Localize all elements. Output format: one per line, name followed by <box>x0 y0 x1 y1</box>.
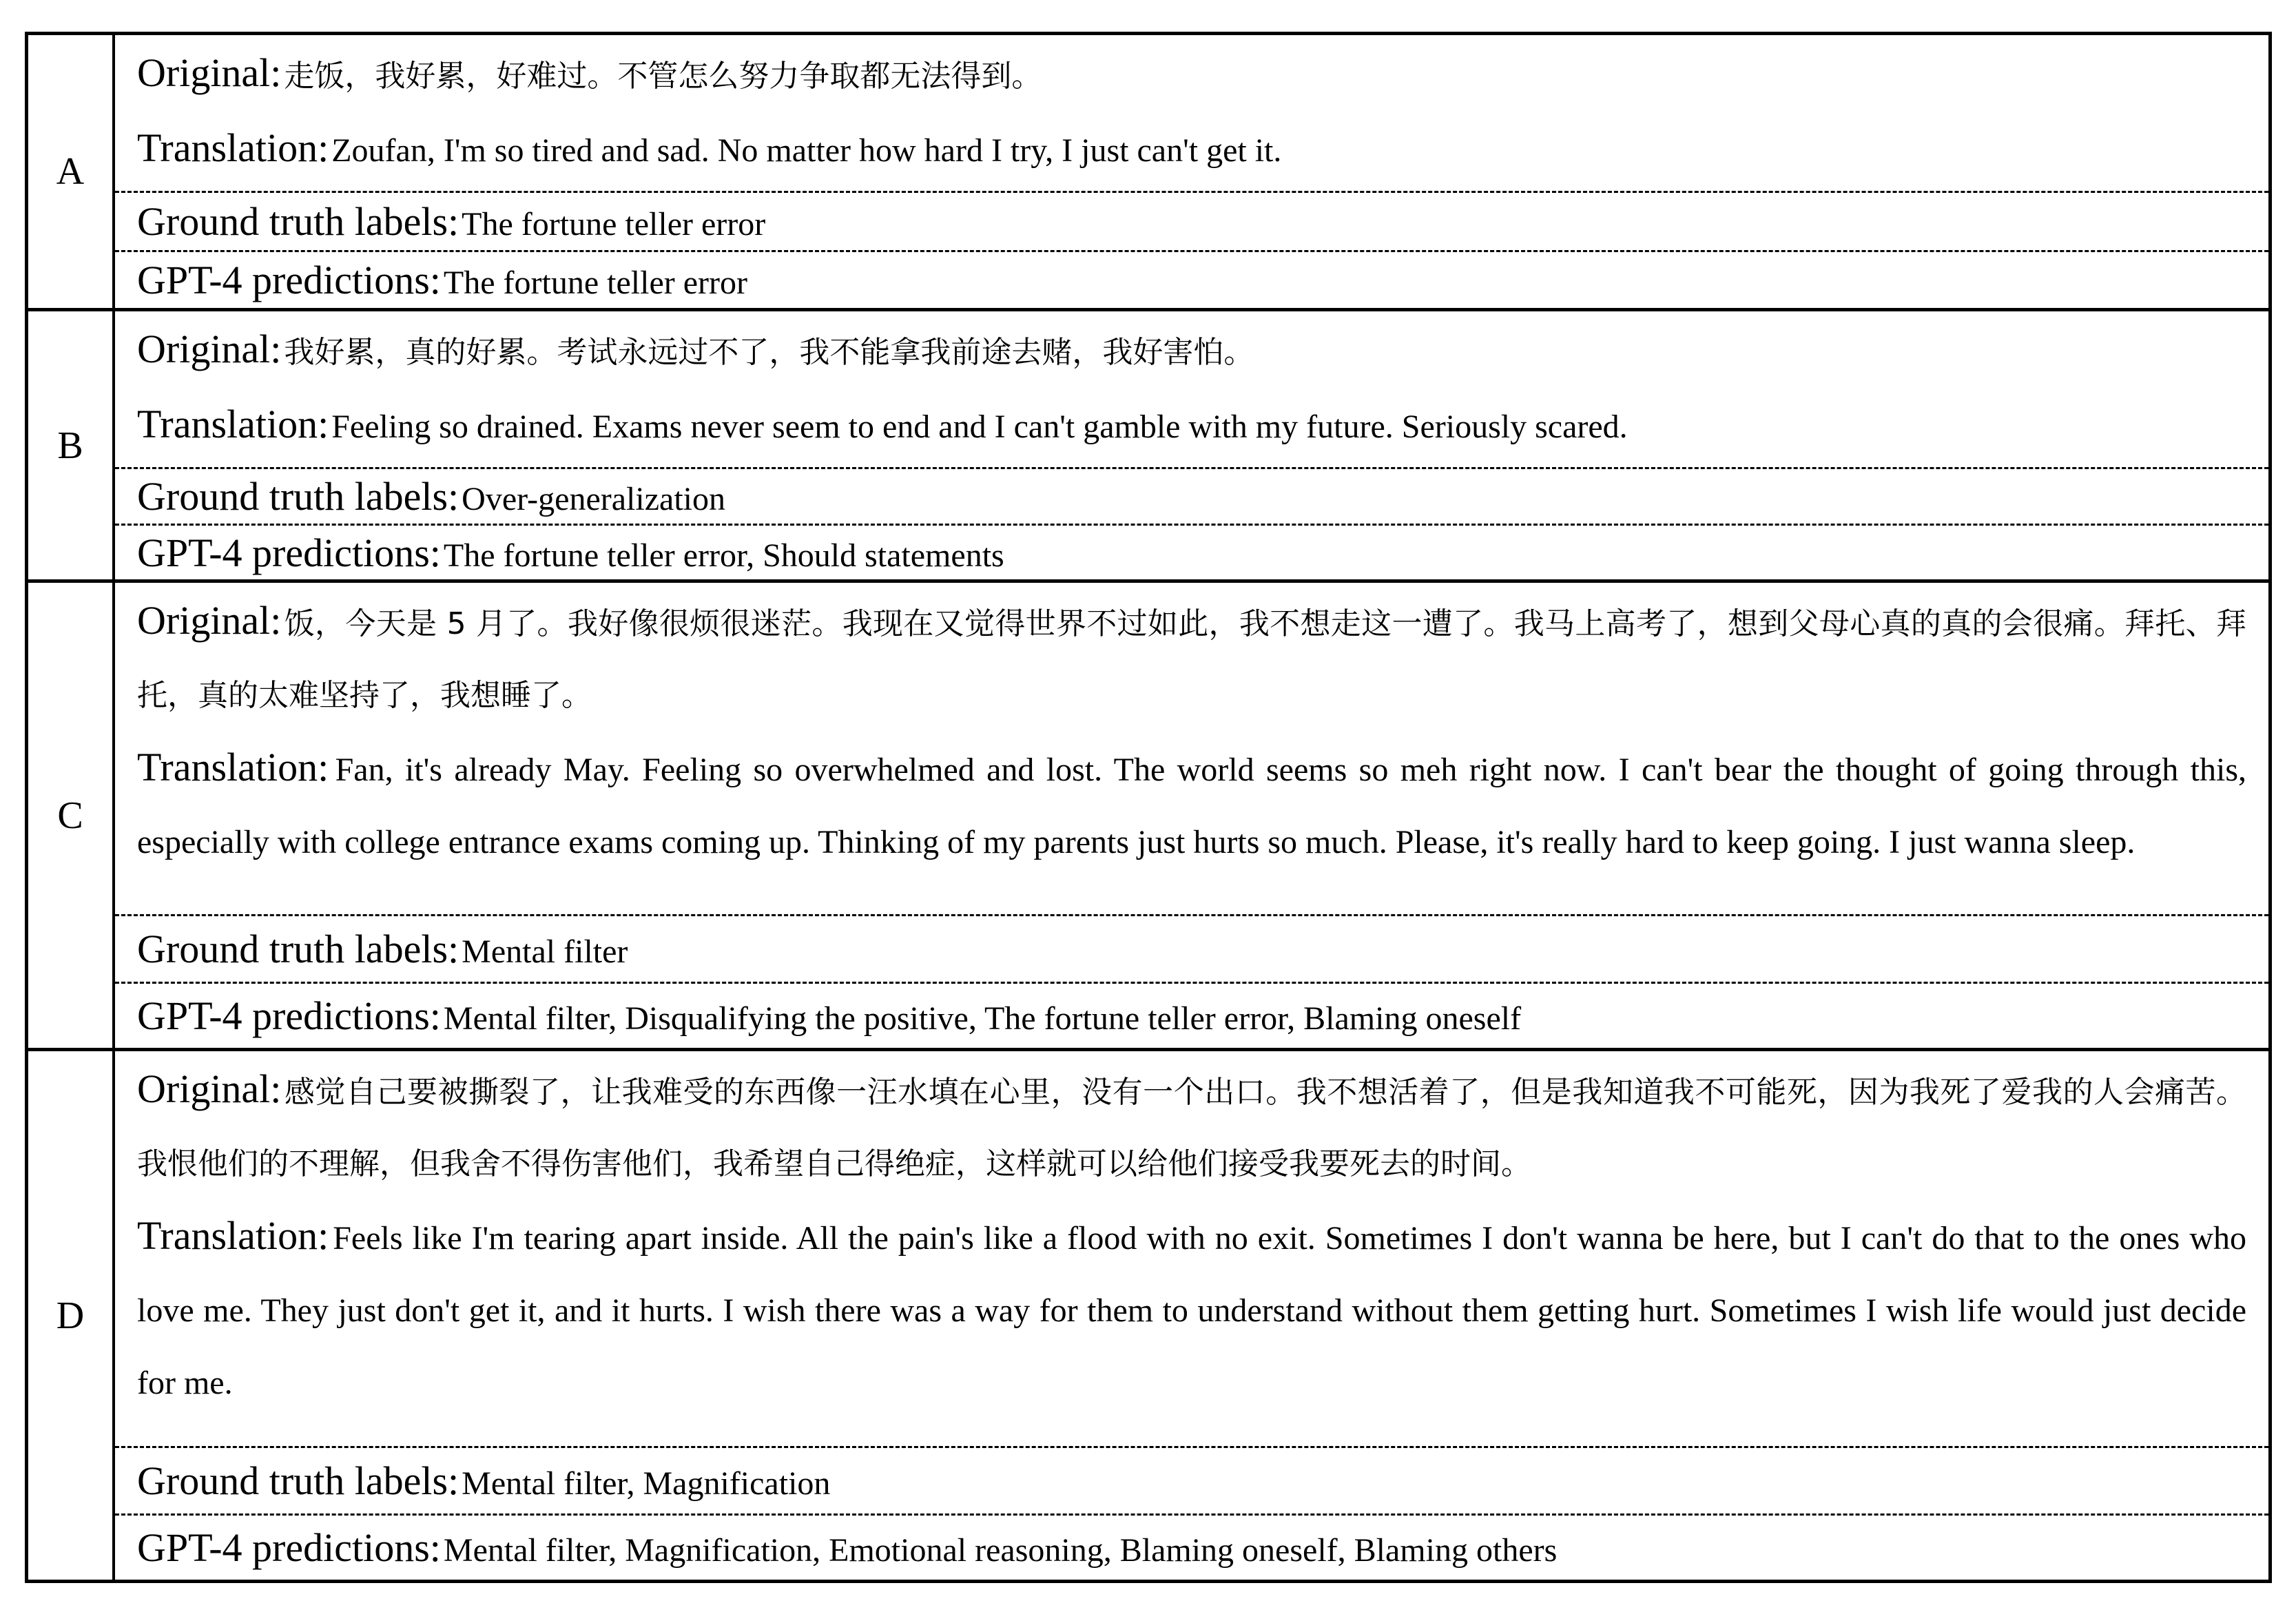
gpt4-value: The fortune teller error, Should statements <box>443 537 1004 574</box>
row-id: D <box>28 1051 115 1580</box>
row-cells <box>115 311 2268 579</box>
table-row <box>28 579 2268 1048</box>
gpt4-cell <box>115 982 2268 1048</box>
table-row <box>28 308 2268 579</box>
gpt4-value: Mental filter, Magnification, Emotional reasoning, Blaming oneself, Blaming others <box>443 1532 1558 1569</box>
row-id: B <box>28 311 115 579</box>
text-cell <box>115 1051 2268 1446</box>
ground-truth-key: Ground truth labels: <box>137 198 459 244</box>
row-id: A <box>28 35 115 308</box>
ground-truth-key: Ground truth labels: <box>137 927 459 971</box>
ground-truth-value: Mental filter <box>462 933 628 970</box>
gpt4-value: The fortune teller error <box>443 264 747 301</box>
translation-text: Feeling so drained. Exams never seem to end and I can't gamble with my future. Seriously scared. <box>331 409 1628 445</box>
original-text: 感觉自己要被撕裂了，让我难受的东西像一汪水填在心里，没有一个出口。我不想活着了，但是我知道我不可能死，因为我死了爱我的人会痛苦。我恨他们的不理解，但我舍不得伤害他们，我希望自己得绝症，这样就可以给他们接受我要死去的时间。 <box>137 1075 2247 1181</box>
ground-truth-value: Mental filter, Magnification <box>462 1465 831 1502</box>
row-id: C <box>28 583 115 1048</box>
text-cell <box>115 35 2268 191</box>
row-cells <box>115 583 2268 1048</box>
original-line <box>137 1057 2246 1203</box>
ground-truth-line <box>137 926 2246 972</box>
gpt4-key: GPT-4 predictions: <box>137 1525 441 1570</box>
translation-line <box>137 392 2246 467</box>
gpt4-key: GPT-4 predictions: <box>137 993 441 1038</box>
table-row <box>28 1048 2268 1580</box>
gpt4-cell <box>115 524 2268 579</box>
ground-truth-key: Ground truth labels: <box>137 1458 459 1503</box>
translation-key: Translation: <box>137 402 329 446</box>
original-line <box>137 588 2246 735</box>
original-key: Original: <box>137 327 282 371</box>
translation-line <box>137 735 2246 882</box>
translation-key: Translation: <box>137 745 329 789</box>
ground-truth-key: Ground truth labels: <box>137 474 459 519</box>
ground-truth-line <box>137 198 2246 245</box>
gpt4-value: Mental filter, Disqualifying the positive, The fortune teller error, Blaming oneself <box>443 1000 1522 1037</box>
original-text: 我好累，真的好累。考试永远过不了，我不能拿我前途去赌，我好害怕。 <box>284 335 1254 370</box>
translation-key: Translation: <box>137 1213 329 1258</box>
original-key: Original: <box>137 1066 282 1111</box>
translation-text: Fan, it's already May. Feeling so overwhelmed and lost. The world seems so meh right now. I can't bear the thought of going through this, especially with college entrance exams coming up. Thinking of my parents just hurts so much. Please, it's really hard to keep going. I just wanna sleep. <box>137 752 2247 860</box>
original-line <box>137 41 2246 116</box>
gpt4-line <box>137 1525 2246 1571</box>
gpt4-cell <box>115 250 2268 308</box>
gpt4-cell <box>115 1513 2268 1580</box>
row-cells <box>115 35 2268 308</box>
text-cell <box>115 311 2268 467</box>
table-row <box>28 35 2268 308</box>
text-cell <box>115 583 2268 914</box>
gpt4-line <box>137 257 2246 303</box>
translation-line <box>137 1203 2246 1423</box>
translation-text: Zoufan, I'm so tired and sad. No matter how hard I try, I just can't get it. <box>331 132 1282 169</box>
ground-truth-cell <box>115 914 2268 982</box>
gpt4-line <box>137 993 2246 1039</box>
row-cells <box>115 1051 2268 1580</box>
ground-truth-value: Over-generalization <box>462 481 725 518</box>
original-key: Original: <box>137 598 282 643</box>
original-line <box>137 317 2246 392</box>
ground-truth-value: The fortune teller error <box>462 205 766 242</box>
ground-truth-line <box>137 473 2246 519</box>
ground-truth-cell <box>115 1446 2268 1513</box>
original-key: Original: <box>137 50 282 95</box>
translation-key: Translation: <box>137 125 329 170</box>
ground-truth-line <box>137 1458 2246 1504</box>
gpt4-key: GPT-4 predictions: <box>137 257 441 302</box>
gpt4-key: GPT-4 predictions: <box>137 530 441 575</box>
translation-line <box>137 116 2246 191</box>
examples-table <box>25 32 2272 1583</box>
original-text: 走饭，我好累，好难过。不管怎么努力争取都无法得到。 <box>284 59 1042 94</box>
gpt4-line <box>137 530 2246 576</box>
translation-text: Feels like I'm tearing apart inside. All the pain's like a flood with no exit. Sometimes I don't wanna be here, but I can't do that to the ones who love me. They just don't get it, and it hurts. I wish there was a way for them to understand without them getting hurt. Sometimes I wish life would just decide for me. <box>137 1220 2246 1401</box>
original-text: 饭，今天是 5 月了。我好像很烦很迷茫。我现在又觉得世界不过如此，我不想走这一遭了。我马上高考了，想到父母心真的真的会很痛。拜托、拜托，真的太难坚持了，我想睡了。 <box>137 606 2247 713</box>
ground-truth-cell <box>115 467 2268 524</box>
ground-truth-cell <box>115 191 2268 250</box>
